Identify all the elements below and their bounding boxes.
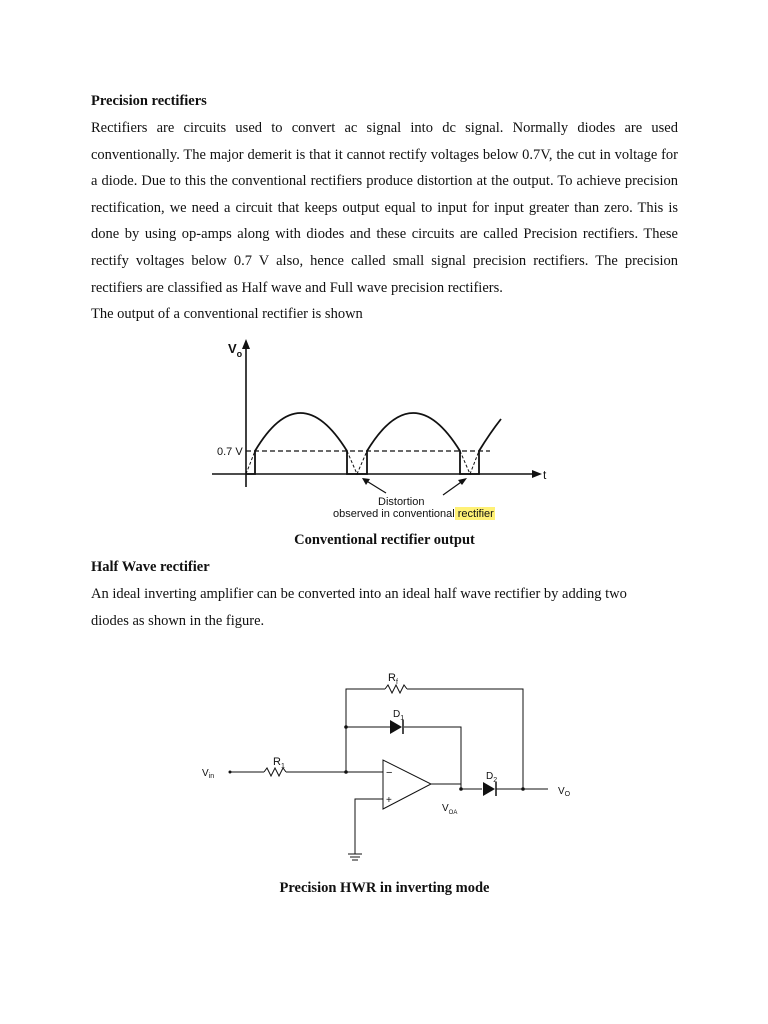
label-plus: + — [386, 795, 392, 806]
label-d2: $D_2$ — [486, 771, 498, 784]
label-vo: $V_O$ — [558, 786, 571, 798]
section-heading-precision-rectifiers: Precision rectifiers — [91, 93, 207, 109]
annotation-observed: observed in conventional rectifier — [333, 508, 494, 520]
paragraph-text: Rectifiers are circuits used to convert ac signal into dc signal. Normally diodes are used conventionally. The major demerit is that it cannot rectify voltages below 0.7V, the cut in voltage for a diode. Due to this the conventional rectifiers produce distortion at the output. To achieve precision rectification, we need a circuit that keeps output equal to input for input greater than zero. This is done by using op-amps along with diodes and these circuits are called Precision rectifiers. These rectify voltages below 0.7 V also, hence called small signal precision rectifiers. The precision rectifiers are classified as Half wave and Full wave precision rectifiers. — [91, 120, 678, 296]
figure-caption-hwr: Precision HWR in inverting mode — [279, 880, 490, 896]
input-dashed-dip-2 — [347, 451, 367, 474]
ground-symbol — [348, 854, 362, 860]
threshold-label: 0.7 V — [217, 446, 243, 458]
label-minus: − — [386, 767, 393, 779]
paragraph-precision-rectifiers — [91, 115, 678, 328]
paragraph-text: An ideal inverting amplifier can be converted into an ideal half wave rectifier by adding two — [91, 586, 627, 602]
label-voa: $V_{OA}$ — [442, 803, 458, 816]
ground-wire — [355, 799, 383, 854]
feedback-resistor-rf — [385, 685, 407, 693]
feedback-wire-top — [346, 689, 385, 772]
diode-d1 — [390, 720, 402, 734]
distortion-arrow-left — [365, 480, 386, 493]
paragraph-last-line: diodes as shown in the figure. — [91, 612, 265, 629]
feedback-wire-right — [407, 689, 523, 789]
document-page — [91, 88, 678, 328]
input-dashed-dip-3 — [460, 451, 479, 474]
x-axis-arrow — [532, 470, 542, 478]
d1-wire-right — [404, 727, 461, 789]
figure-caption-conventional: Conventional rectifier output — [294, 532, 475, 548]
label-vin: $V_{in}$ — [202, 768, 215, 780]
precision-hwr-circuit — [190, 664, 590, 874]
y-axis-arrow — [242, 339, 250, 349]
section-half-wave — [91, 554, 678, 634]
label-r1: $R_1$ — [273, 756, 285, 770]
annotation-distortion: Distortion — [378, 496, 425, 508]
section-heading-half-wave: Half Wave rectifier — [91, 559, 210, 575]
label-rf: $R_f$ — [388, 672, 398, 686]
output-waveform — [246, 413, 501, 474]
diode-d2 — [483, 782, 495, 796]
output-wire-voa — [431, 784, 482, 789]
y-axis-label: $V_o$ — [228, 341, 243, 359]
conventional-rectifier-waveform — [200, 335, 560, 525]
paragraph-last-line: The output of a conventional rectifier is shown — [91, 306, 363, 323]
input-dashed-dip-1 — [246, 451, 255, 474]
paragraph-half-wave — [91, 581, 678, 634]
x-axis-label: t — [543, 468, 547, 482]
label-d1: $D_1$ — [393, 709, 405, 722]
